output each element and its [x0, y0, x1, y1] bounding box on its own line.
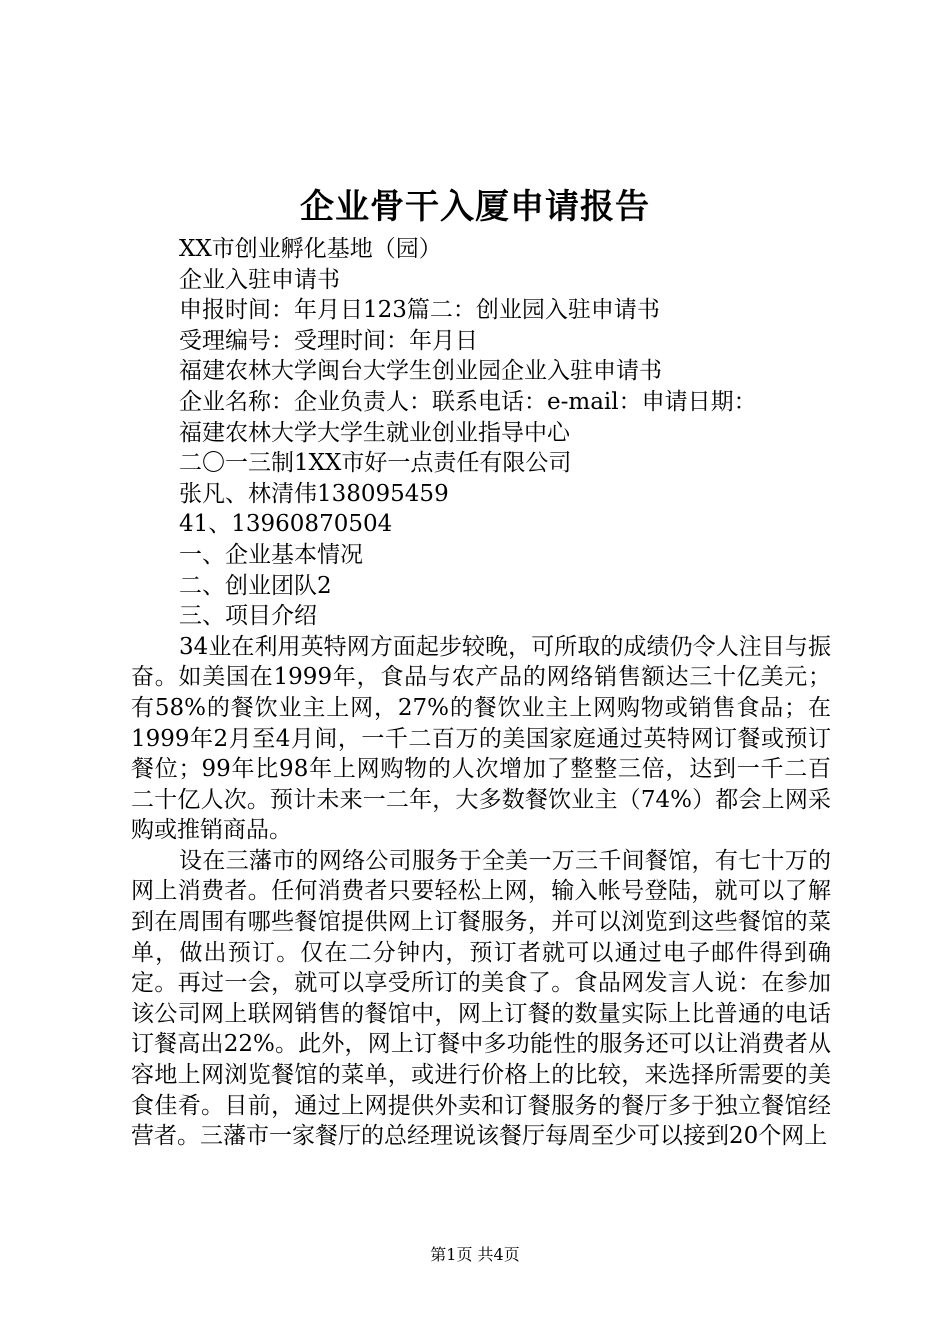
text-line: 二〇一三制1XX市好一点责任有限公司: [179, 450, 572, 477]
text-line: 企业名称：企业负责人：联系电话：e-mail：申请日期：: [179, 388, 757, 415]
page-footer: 第1页 共4页: [430, 1245, 520, 1264]
text-line: 受理编号：受理时间：年月日: [179, 327, 478, 354]
text-line: 张凡、林清伟138095459: [179, 480, 449, 507]
text-line: 41、13960870504: [179, 511, 393, 538]
section-heading: 二、创业团队2: [179, 572, 332, 599]
text-line: 申报时间：年月日123篇二：创业园入驻申请书: [179, 297, 660, 324]
text-line: 企业入驻申请书: [179, 266, 340, 293]
text-line: XX市创业孵化基地（园）: [179, 236, 442, 262]
document-title: 企业骨干入厦申请报告: [300, 187, 650, 227]
text-line: 福建农林大学闽台大学生创业园企业入驻申请书: [179, 358, 662, 385]
section-heading: 三、项目介绍: [179, 603, 317, 630]
document-body: [131, 234, 831, 1152]
body-paragraph: 34业在利用英特网方面起步较晚，可所取的成绩仍令人注目与振奋。如美国在1999年，食品与农产品的网络销售额达三十亿美元；有58%的餐饮业主上网，27%的餐饮业主上网购物或销售食品；在1999年2月至4月间，一千二百万的美国家庭通过英特网订餐或预订餐位；99年比98年上网购物的人次增加了整整三倍，达到一千二百二十亿人次。预计未来一二年，大多数餐饮业主（74%）都会上网采购或推销商品。: [131, 633, 831, 844]
section-heading: 一、企业基本情况: [179, 541, 363, 568]
text-line: 福建农林大学大学生就业创业指导中心: [179, 419, 570, 446]
body-paragraph: 设在三藩市的网络公司服务于全美一万三千间餐馆，有七十万的网上消费者。任何消费者只要轻松上网，输入帐号登陆，就可以了解到在周围有哪些餐馆提供网上订餐服务，并可以浏览到这些餐馆的菜单，做出预订。仅在二分钟内，预订者就可以通过电子邮件得到确定。再过一会，就可以享受所订的美食了。食品网发言人说：在参加该公司网上联网销售的餐馆中，网上订餐的数量实际上比普通的电话订餐高出22%。此外，网上订餐中多功能性的服务还可以让消费者从容地上网浏览餐馆的菜单，或进行价格上的比较，来选择所需要的美食佳肴。目前，通过上网提供外卖和订餐服务的餐厅多于独立餐馆经营者。三藩市一家餐厅的总经理说该餐厅每周至少可以接到20个网上: [131, 847, 831, 1150]
